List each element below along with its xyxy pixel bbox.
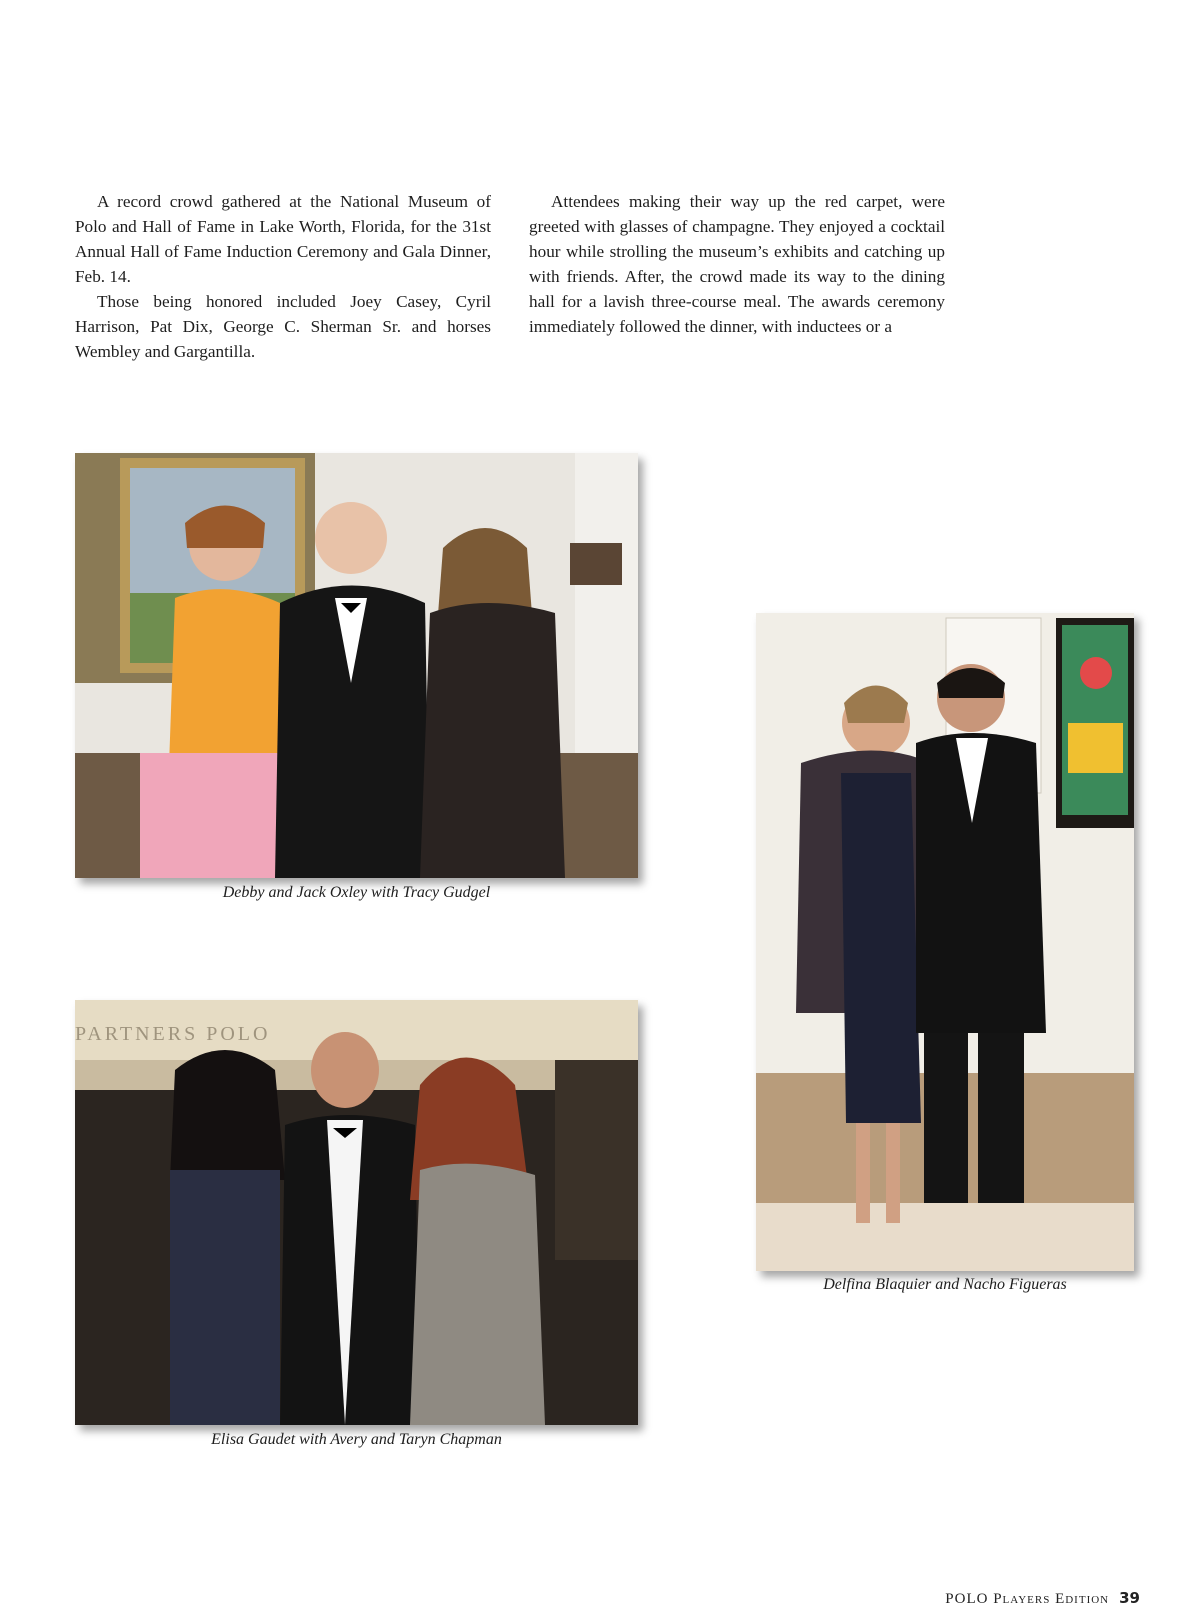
article-column-right xyxy=(529,189,945,339)
page-number: 39 xyxy=(1119,1589,1140,1607)
photo-caption: Debby and Jack Oxley with Tracy Gudgel xyxy=(222,884,491,901)
article-paragraph: A record crowd gathered at the National Museum of Polo and Hall of Fame in Lake Worth, Florida, for the 31st Annual Hall of Fame Induction Ceremony and Gala Dinner, Feb. 14. xyxy=(75,192,491,286)
magazine-title: POLO Players Edition xyxy=(945,1591,1110,1607)
article-paragraph: Those being honored included Joey Casey, Cyril Harrison, Pat Dix, George C. Sherman Sr. and horses Wembley and Gargantilla. xyxy=(75,292,491,361)
photo-caption: Elisa Gaudet with Avery and Taryn Chapman xyxy=(211,1431,502,1448)
article-paragraph: Attendees making their way up the red carpet, were greeted with glasses of champagne. They enjoyed a cocktail hour while strolling the museum’s exhibits and catching up with friends. After, the crowd made its way to the dining hall for a lavish three-course meal. The awards ceremony immediately followed the dinner, with inductees or a xyxy=(529,192,945,336)
article-column-left xyxy=(75,189,491,364)
page-folio xyxy=(945,1589,1140,1608)
photo-blaquier-figueras xyxy=(756,613,1134,1271)
photo-caption: Delfina Blaquier and Nacho Figueras xyxy=(823,1276,1067,1293)
photo-oxley-gudgel xyxy=(75,453,638,878)
photo-gaudet-chapman xyxy=(75,1000,638,1425)
banner-text: PARTNERS POLO xyxy=(75,1023,271,1045)
